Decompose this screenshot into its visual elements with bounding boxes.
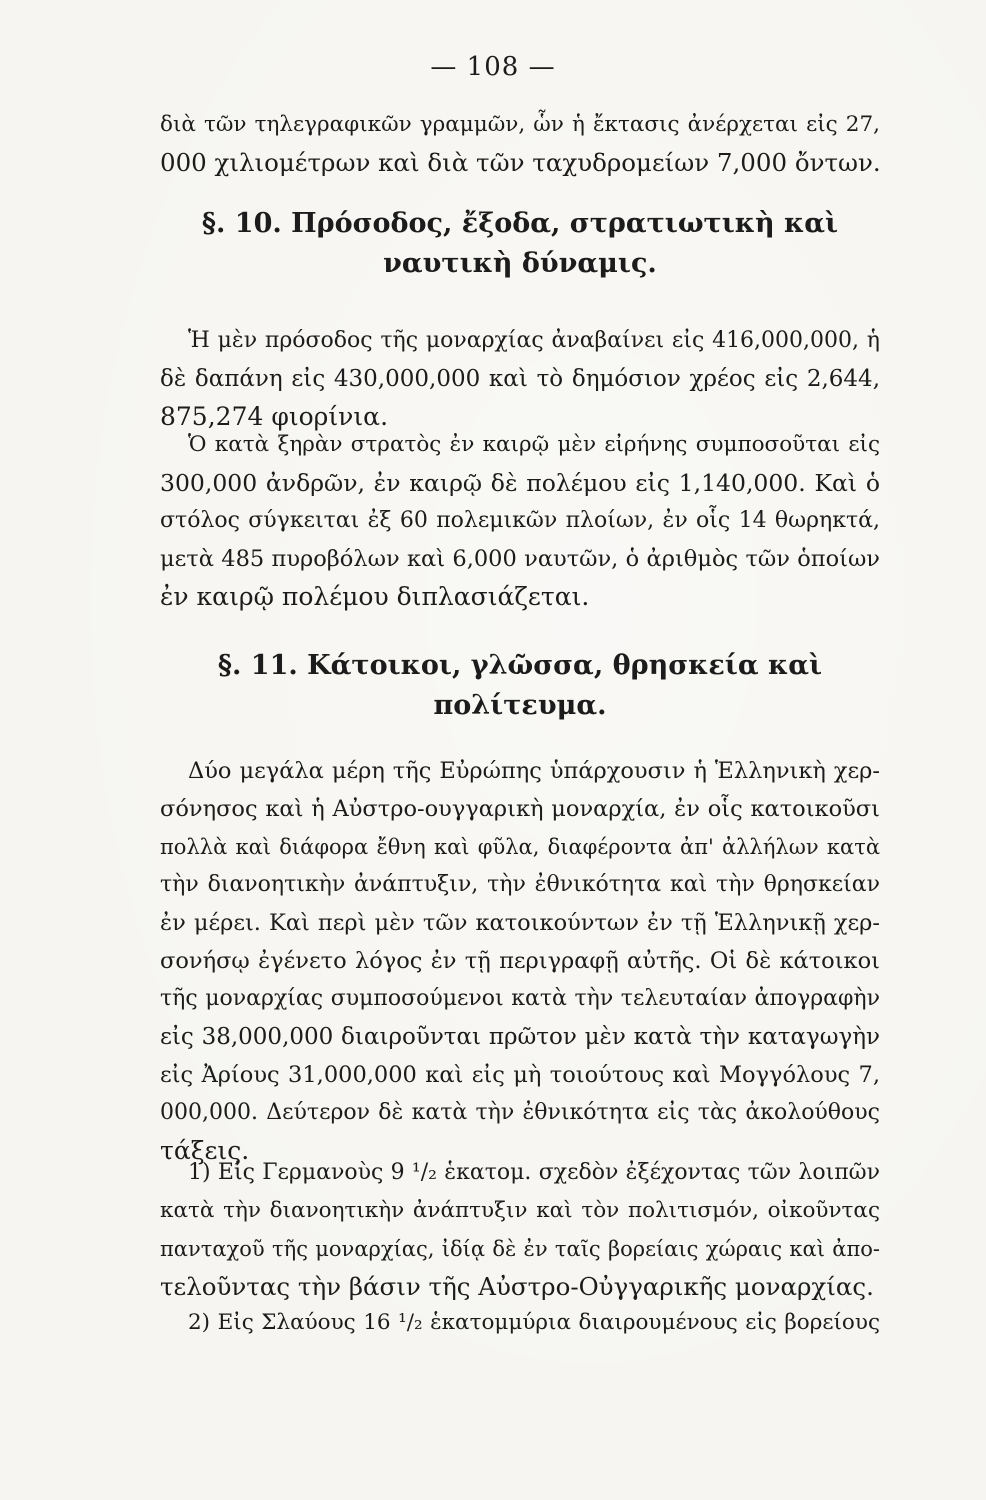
text-line: πανταχοῦ τῆς μοναρχίας, ἰδίᾳ δὲ ἐν ταῖς βορείαις χώραις καὶ ἀπο- <box>160 1237 880 1261</box>
text-line: διὰ τῶν τηλεγραφικῶν γραμμῶν, ὧν ἡ ἔκτασις ἀνέρχεται εἰς 27, <box>160 112 880 137</box>
text-line: εἰς 38,000,000 διαιροῦνται πρῶτον μὲν κατὰ τὴν καταγωγὴν <box>160 1024 880 1050</box>
text-line: τάξεις. <box>160 1136 250 1165</box>
text-line: 2) Εἰς Σλαύους 16 ¹/₂ ἑκατομμύρια διαιρουμένους εἰς βορείους <box>188 1310 880 1335</box>
text-line: μετὰ 485 πυροβόλων καὶ 6,000 ναυτῶν, ὁ ἀριθμὸς τῶν ὁποίων <box>160 546 880 572</box>
text-line: τῆς μοναρχίας συμποσούμενοι κατὰ τὴν τελευταίαν ἀπογραφὴν <box>160 986 880 1011</box>
text-line: δὲ δαπάνη εἰς 430,000,000 καὶ τὸ δημόσιον χρέος εἰς 2,644, <box>160 366 880 392</box>
text-line: 300,000 ἀνδρῶν, ἐν καιρῷ δὲ πολέμου εἰς 1,140,000. Καὶ ὁ <box>160 469 880 497</box>
text-line: σόνησος καὶ ἡ Αὐστρο-ουγγαρικὴ μοναρχία, ἐν οἷς κατοικοῦσι <box>160 796 880 822</box>
text-line: 000,000. Δεύτερον δὲ κατὰ τὴν ἐθνικότητα εἰς τὰς ἀκολούθους <box>160 1100 880 1125</box>
text-line: τελοῦντας τὴν βάσιν τῆς Αὐστρο-Οὐγγαρικῆς μοναρχίας. <box>160 1272 874 1301</box>
section-11-heading <box>160 646 880 726</box>
page-number: — 108 — <box>430 52 556 82</box>
text-line: Ὁ κατὰ ξηρὰν στρατὸς ἐν καιρῷ μὲν εἰρήνης συμποσοῦται εἰς <box>188 432 880 457</box>
text-line: Ἡ μὲν πρόσοδος τῆς μοναρχίας ἀναβαίνει εἰς 416,000,000, ἡ <box>188 328 880 353</box>
text-line: Δύο μεγάλα μέρη τῆς Εὐρώπης ὑπάρχουσιν ἡ Ἑλληνικὴ χερ- <box>188 758 880 784</box>
text-line: στόλος σύγκειται ἐξ 60 πολεμικῶν πλοίων, ἐν οἷς 14 θωρηκτά, <box>160 508 880 533</box>
heading-line: ναυτικὴ δύναμις. <box>383 248 657 279</box>
paragraph-germans <box>160 1154 880 1306</box>
paragraph-inhabitants <box>160 752 880 1170</box>
paragraph-slavs <box>160 1304 880 1342</box>
paragraph-army <box>160 426 880 616</box>
text-line: κατὰ τὴν διανοητικὴν ἀνάπτυξιν καὶ τὸν πολιτισμόν, οἰκοῦντας <box>160 1198 880 1223</box>
text-line: ἐν μέρει. Καὶ περὶ μὲν τῶν κατοικούντων ἐν τῇ Ἑλληνικῇ χερ- <box>160 910 880 936</box>
text-line: 1) Εἰς Γερμανοὺς 9 ¹/₂ ἑκατομ. σχεδὸν ἐξέχοντας τῶν λοιπῶν <box>188 1160 880 1185</box>
text-line: ἐν καιρῷ πολέμου διπλασιάζεται. <box>160 582 590 611</box>
text-line: εἰς Ἀρίους 31,000,000 καὶ εἰς μὴ τοιούτους καὶ Μογγόλους 7, <box>160 1062 880 1088</box>
heading-line: πολίτευμα. <box>433 690 607 721</box>
paragraph-telegraph <box>160 106 880 182</box>
paragraph-revenue <box>160 322 880 436</box>
text-line: 875,274 φιορίνια. <box>160 402 389 431</box>
section-10-heading <box>160 204 880 284</box>
heading-line: §. 10. Πρόσοδος, ἔξοδα, στρατιωτικὴ καὶ <box>201 208 839 239</box>
text-line: 000 χιλιομέτρων καὶ διὰ τῶν ταχυδρομείων 7,000 ὄντων. <box>160 148 881 177</box>
text-line: πολλὰ καὶ διάφορα ἔθνη καὶ φῦλα, διαφέροντα ἀπ' ἀλλήλων κατὰ <box>160 835 880 859</box>
text-line: τὴν διανοητικὴν ἀνάπτυξιν, τὴν ἐθνικότητα καὶ τὴν θρησκείαν <box>160 872 880 897</box>
text-line: σονήσῳ ἐγένετο λόγος ἐν τῇ περιγραφῇ αὐτῆς. Οἱ δὲ κάτοικοι <box>160 948 880 974</box>
heading-line: §. 11. Κάτοικοι, γλῶσσα, θρησκεία καὶ <box>217 650 823 681</box>
